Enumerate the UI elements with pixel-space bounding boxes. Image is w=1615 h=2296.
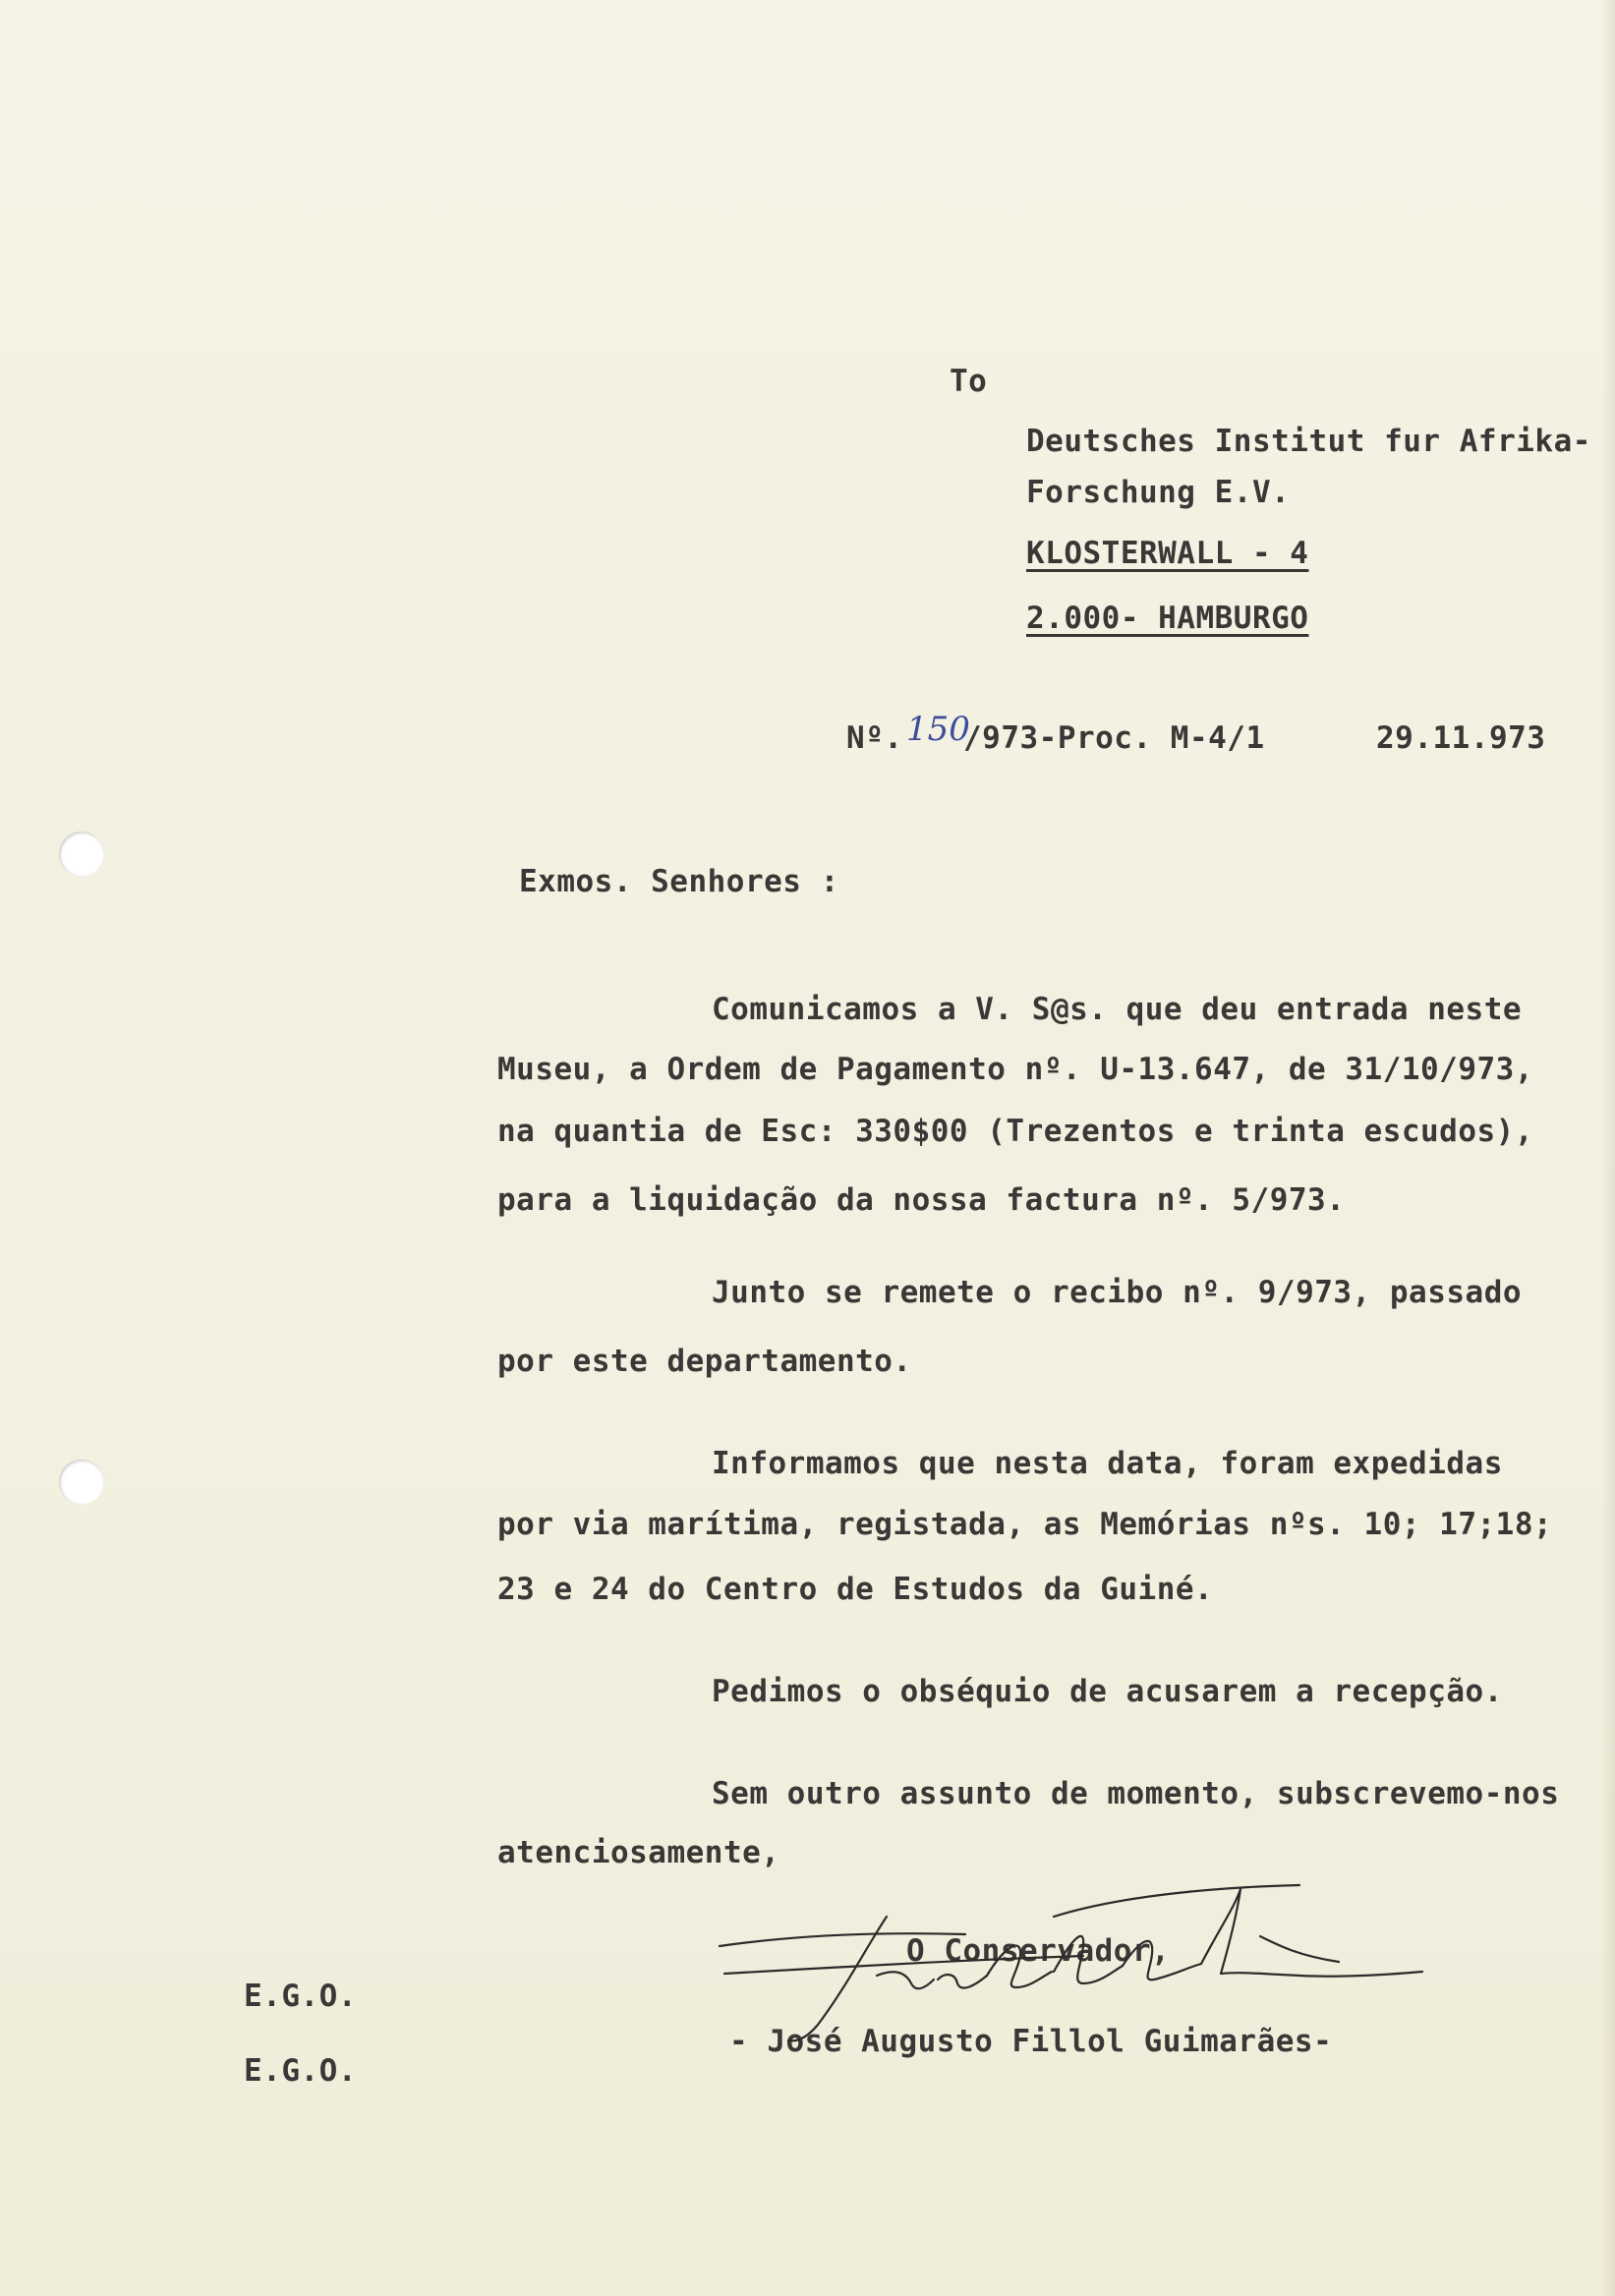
recipient-city: 2.000- HAMBURGO bbox=[1026, 601, 1309, 636]
to-label: To bbox=[950, 364, 988, 399]
punch-hole-top bbox=[59, 832, 104, 877]
reference-suffix: /973-Proc. M-4/1 bbox=[963, 720, 1265, 756]
body-line-1: Comunicamos a V. S@s. que deu entrada neste bbox=[712, 992, 1523, 1027]
recipient-line-2: Forschung E.V. bbox=[1026, 475, 1291, 510]
salutation: Exmos. Senhores : bbox=[519, 864, 839, 899]
signatory-name: - José Augusto Fillol Guimarães- bbox=[729, 2024, 1333, 2059]
recipient-line-1: Deutsches Institut fur Afrika- bbox=[1026, 424, 1591, 459]
body-line-3: na quantia de Esc: 330$00 (Trezentos e trinta escudos), bbox=[497, 1114, 1533, 1149]
body-line-8: por via marítima, registada, as Memórias nºs. 10; 17;18; bbox=[497, 1507, 1553, 1542]
body-line-11: Sem outro assunto de momento, subscrevemo-nos bbox=[712, 1776, 1560, 1811]
initials-line-2: E.G.O. bbox=[244, 2053, 357, 2089]
letter-date: 29.11.973 bbox=[1376, 720, 1546, 756]
body-line-10: Pedimos o obséquio de acusarem a recepção. bbox=[712, 1674, 1503, 1709]
reference-prefix: Nº. bbox=[846, 720, 903, 756]
body-line-5: Junto se remete o recibo nº. 9/973, passado bbox=[712, 1275, 1523, 1310]
body-line-9: 23 e 24 do Centro de Estudos da Guiné. bbox=[497, 1572, 1214, 1607]
body-line-7: Informamos que nesta data, foram expedidas bbox=[712, 1446, 1503, 1481]
body-line-6: por este departamento. bbox=[497, 1344, 912, 1379]
handwritten-signature bbox=[710, 1877, 1437, 2054]
body-line-4: para a liquidação da nossa factura nº. 5/973. bbox=[497, 1182, 1346, 1218]
recipient-street: KLOSTERWALL - 4 bbox=[1026, 536, 1309, 571]
punch-hole-bottom bbox=[59, 1460, 104, 1505]
page-edge-shadow bbox=[1601, 0, 1615, 2296]
body-line-12: atenciosamente, bbox=[497, 1835, 780, 1870]
body-line-2: Museu, a Ordem de Pagamento nº. U-13.647, de 31/10/973, bbox=[497, 1052, 1533, 1087]
initials-line-1: E.G.O. bbox=[244, 1979, 357, 2014]
handwritten-reference-number: 150 bbox=[906, 710, 970, 749]
closing-title: O Conservador, bbox=[906, 1933, 1171, 1969]
